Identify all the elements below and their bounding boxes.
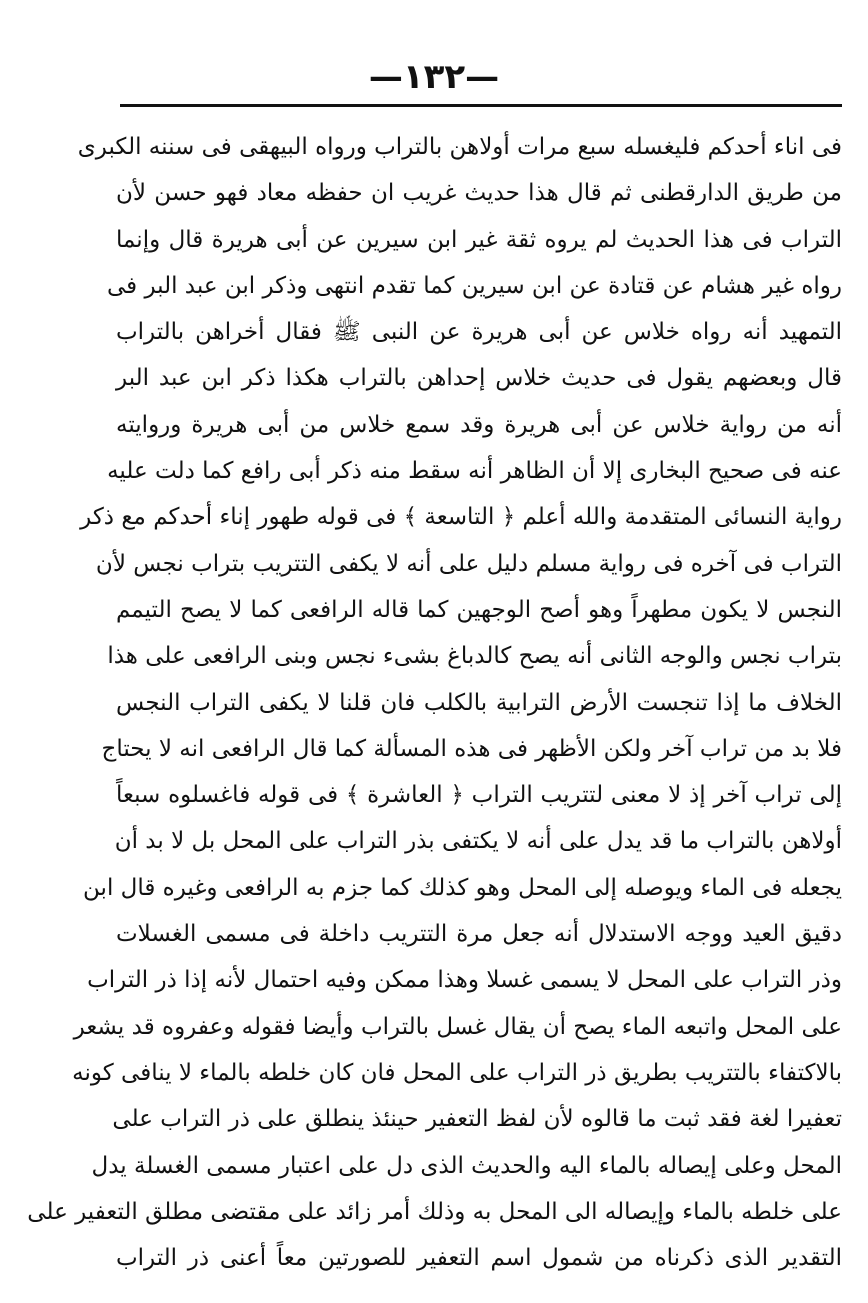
text-line: بتراب نجس والوجه الثانى أنه يصح كالدباغ بشىء نجس وبنى الرافعى على هذا (107, 643, 842, 670)
text-line: قال وبعضهم يقول فى حديث خلاس إحداهن بالتراب هكذا ذكر ابن عبد البر (116, 365, 842, 392)
text-line: أنه من رواية خلاس عن أبى هريرة وقد سمع خلاس من أبى هريرة وروايته (116, 411, 842, 438)
text-line: رواية النسائى المتقدمة والله أعلم ﴿ التاسعة ﴾ فى قوله طهور إناء أحدكم مع ذكر (80, 504, 842, 531)
text-line: دقيق العيد ووجه الاستدلال أنه جعل مرة التتريب داخلة فى مسمى الغسلات (116, 921, 842, 948)
text-line: التراب فى هذا الحديث لم يروه ثقة غير ابن سيرين عن أبى هريرة قال وإنما (116, 226, 842, 253)
text-line: عنه فى صحيح البخارى إلا أن الظاهر أنه سقط منه ذكر أبى رافع كما دلت عليه (107, 458, 842, 485)
text-line: رواه غير هشام عن قتادة عن ابن سيرين كما تقدم انتهى وذكر ابن عبد البر فى (106, 272, 842, 299)
text-line: فلا بد من تراب آخر ولكن الأظهر فى هذه المسألة كما قال الرافعى انه لا يحتاج (101, 735, 842, 762)
text-line: بالاكتفاء بالتتريب بطريق ذر التراب على المحل فان كان خلطه بالماء لا ينافى كونه (72, 1059, 842, 1086)
text-line: التمهيد أنه رواه خلاس عن أبى هريرة عن النبى ﷺ فقال أخراهن بالتراب (116, 319, 842, 346)
text-line: المحل وعلى إيصاله بالماء اليه والحديث الذى دل على اعتبار مسمى الغسلة يدل (91, 1152, 842, 1179)
text-line: التقدير الذى ذكرناه من شمول اسم التعفير للصورتين معاً أعنى ذر التراب (116, 1245, 842, 1272)
text-line: الخلاف ما إذا تنجست الأرض الترابية بالكلب فان قلنا لا يكفى التراب النجس (116, 689, 842, 716)
text-line: على المحل واتبعه الماء يصح أن يقال غسل بالتراب وأيضا فقوله وعفروه قد يشعر (73, 1013, 842, 1040)
text-line: فى اناء أحدكم فليغسله سبع مرات أولاهن بالتراب ورواه البيهقى فى سننه الكبرى (77, 134, 842, 160)
text-line: تعفيرا لغة فقد ثبت ما قالوه لأن لفظ التعفير حينئذ ينطلق على ذر التراب على (112, 1106, 842, 1133)
text-line: التراب فى آخره فى رواية مسلم دليل على أنه لا يكفى التتريب بتراب نجس لأن (95, 550, 842, 577)
text-line: من طريق الدارقطنى ثم قال هذا حديث غريب ان حفظه معاد فهو حسن لأن (116, 180, 842, 207)
header-rule (120, 104, 842, 107)
text-line: إلى تراب آخر إذ لا معنى لتتريب التراب ﴿ العاشرة ﴾ فى قوله فاغسلوه سبعاً (116, 782, 842, 809)
text-line: وذر التراب على المحل لا يسمى غسلا وهذا ممكن وفيه احتمال لأنه إذا ذر التراب (87, 967, 842, 994)
text-line: النجس لا يكون مطهراً وهو أصح الوجهين كما قاله الرافعى كما لا يصح التيمم (116, 596, 842, 623)
text-line: على خلطه بالماء وإيصاله الى المحل به وذلك أمر زائد على مقتضى مطلق التعفير على (27, 1198, 842, 1225)
body-text (27, 124, 842, 1281)
page-number: —١٣٢— (368, 57, 500, 97)
text-line: أولاهن بالتراب ما قد يدل على أنه لا يكتفى بذر التراب على المحل بل لا بد أن (114, 828, 842, 855)
page-header (0, 54, 868, 100)
text-line: يجعله فى الماء ويوصله إلى المحل وهو كذلك كما جزم به الرافعى وغيره قال ابن (83, 874, 842, 901)
